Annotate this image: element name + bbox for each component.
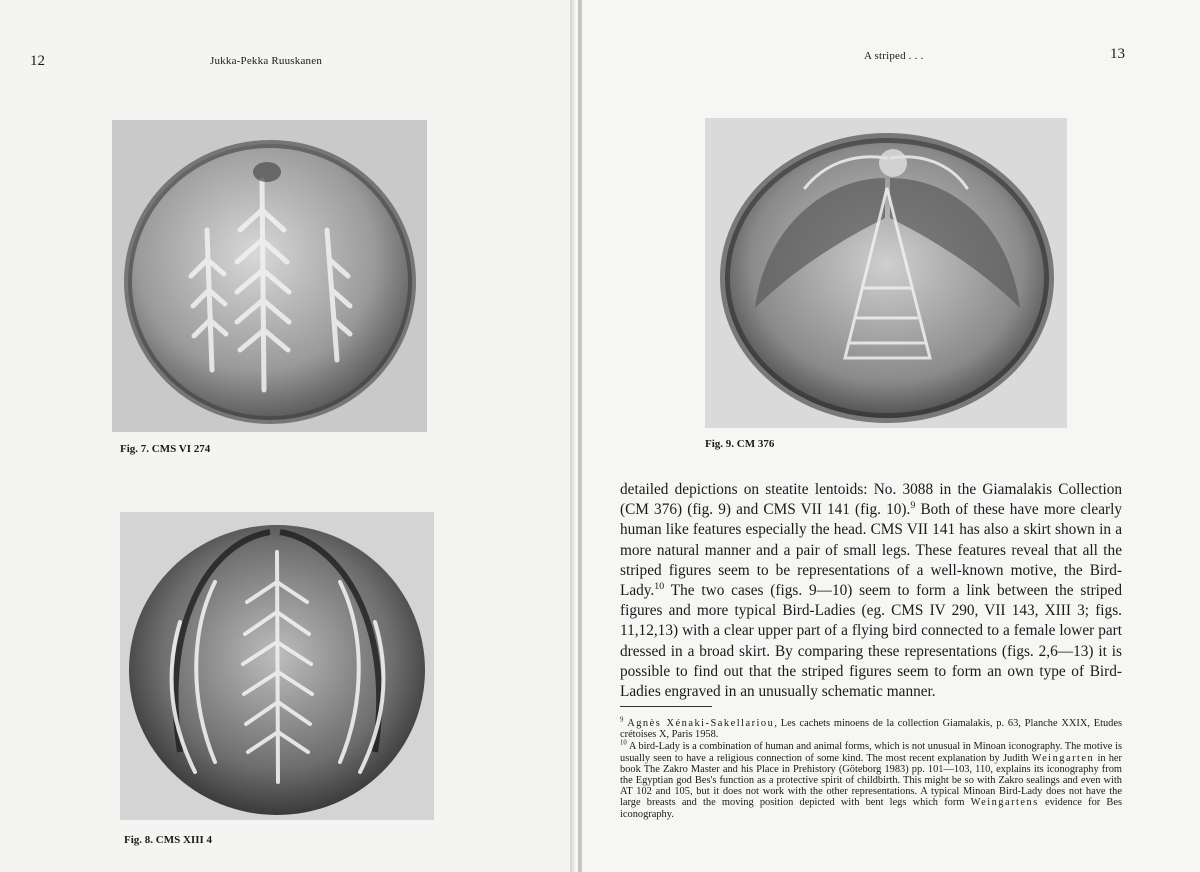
footnote-10-name-2: Weingartens (970, 797, 1039, 809)
footnote-10-text-b: in her book The Zakro Master and his Place in Prehistory (Göteborg 1983) pp. 101—103, 110, explains its iconography from the Egyptian god Bes's function as a protective spirit of childbirth. This might be so with Zakro sealings and even with AT 102 and 105, but it does not work with the other representations. A typical Minoan Bird-Lady does not have the large breasts and the moving position depicted with bent legs which form (620, 752, 1123, 809)
figure-8-caption: Fig. 8. CMS XIII 4 (124, 834, 213, 846)
footnote-9-author: Agnès Xénaki-Sakellariou (627, 718, 775, 729)
footnote-10-text-c: evidence for Bes iconography. (620, 797, 1123, 820)
footnote-10-text-a: A bird-Lady is a combination of human and animal forms, which is not unusual in Minoan iconography. The motive is usually seen to have a religious connection of some kind. The most recent explanation by Judith (620, 741, 1122, 764)
footnote-10 (620, 741, 1122, 819)
footnote-9-text: , Les cachets minoens de la collection Giamalakis, p. 63, Planche XXIX, Etudes crétoises X, Paris 1958. (620, 718, 1122, 741)
right-page-number: 13 (1110, 46, 1125, 62)
body-text-part-2: Both of these have more clearly human like features especially the head. CMS VII 141 has also a skirt shown in a more natural manner and a pair of small legs. These features reveal that all the striped figures seem to be representations of a well-known motive, the Bird-Lady. (620, 501, 1123, 600)
right-running-head: A striped . . . (864, 50, 924, 62)
footnote-10-marker: 10 (620, 739, 627, 747)
body-text-part-3: The two cases (figs. 9—10) seem to form a link between the striped figures and more typical Bird-Ladies (eg. CMS IV 290, VII 143, XIII 3; figs. 11,12,13) with a clear upper part of a flying bird connected to a female lower part dressed in a broad skirt. By comparing these representations (figs. 2,6—13) it is possible to find out that the striped figures seem to form an own type of Bird-Ladies engraved in an unusually schematic manner. (620, 582, 1122, 701)
footnotes (620, 718, 1122, 821)
footnote-9 (620, 718, 1122, 740)
footnote-ref-10[interactable]: 10 (654, 580, 665, 592)
body-text-part-1: detailed depictions on steatite lentoids: No. 3088 in the Giamalakis Collection (CM 376) (fig. 9) and CMS VII 141 (fig. 10). (620, 481, 1122, 519)
left-running-head: Jukka-Pekka Ruuskanen (210, 55, 323, 67)
left-page-number: 12 (30, 53, 45, 69)
figure-7-seal-image (112, 120, 427, 432)
body-paragraph (620, 480, 1122, 702)
right-page (582, 0, 1200, 872)
footnote-10-name-1: Weingarten (1031, 752, 1095, 764)
figure-9-caption: Fig. 9. CM 376 (705, 438, 775, 450)
figure-9-seal-image (705, 118, 1067, 428)
figure-8-seal-image (120, 512, 434, 820)
footnote-9-marker: 9 (620, 716, 624, 724)
footnote-ref-9[interactable]: 9 (910, 500, 916, 512)
footnote-divider (620, 706, 712, 707)
left-page (0, 0, 574, 872)
figure-7-caption: Fig. 7. CMS VI 274 (120, 443, 211, 455)
